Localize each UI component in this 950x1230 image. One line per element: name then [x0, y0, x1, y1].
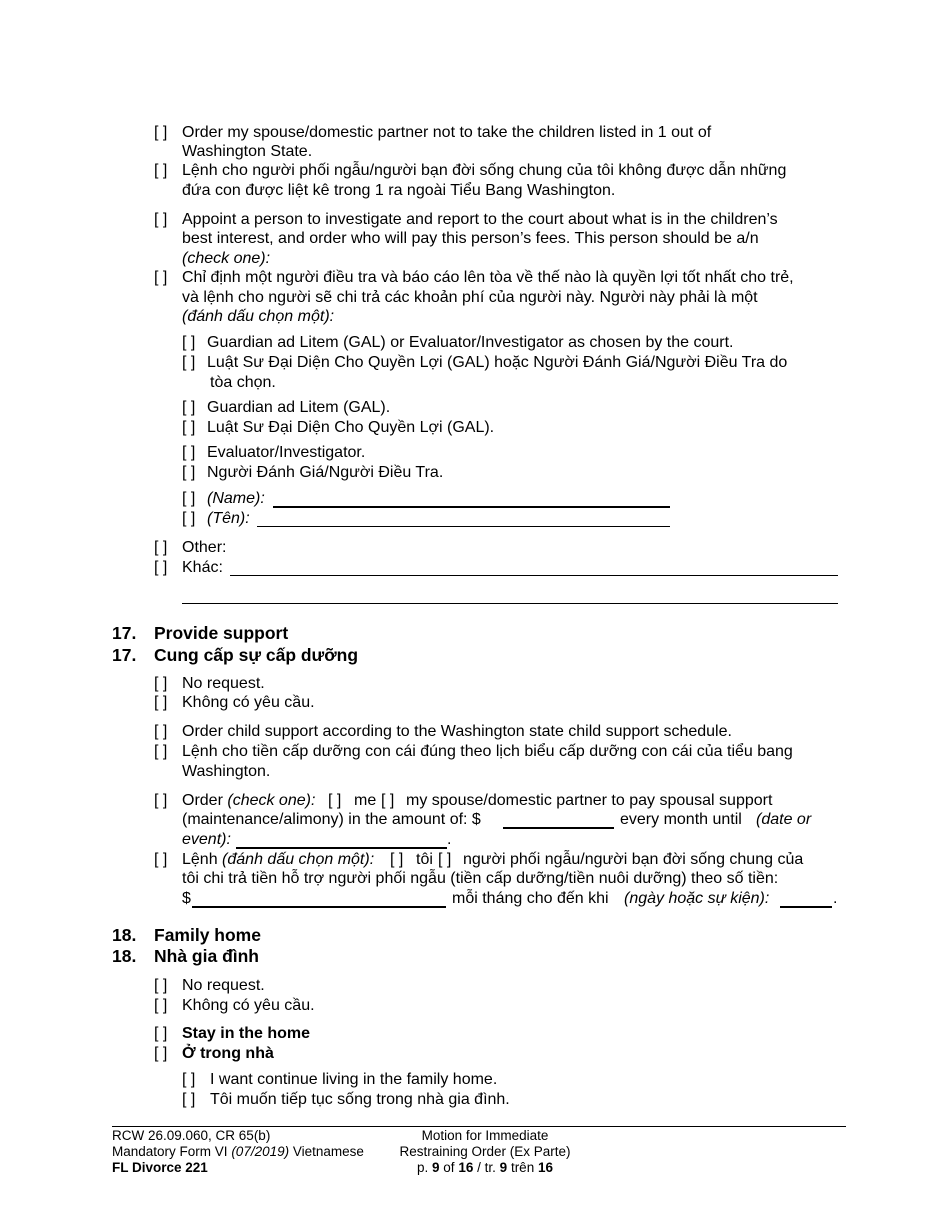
footer-title: Restraining Order (Ex Parte): [399, 1144, 571, 1159]
section-number-vi: 17.: [112, 645, 137, 665]
section-title: Provide support: [154, 623, 289, 643]
child-support-text-vi: Lệnh cho tiền cấp dưỡng con cái đúng theo lịch biểu cấp dưỡng con cái của tiểu bang: [182, 743, 793, 760]
spousal-text: every month until: [620, 811, 742, 828]
other-field-line-2[interactable]: [182, 603, 838, 604]
order-text: Order my spouse/domestic partner not to take the children listed in 1 out of: [182, 124, 712, 141]
option-text-vi: tòa chọn.: [210, 374, 276, 391]
other-label: Other:: [182, 539, 227, 556]
amount-field[interactable]: [503, 827, 614, 829]
checkbox[interactable]: [ ]: [154, 269, 168, 286]
spousal-text-vi: mỗi tháng cho đến khi: [452, 890, 609, 907]
checkbox[interactable]: [ ]: [154, 675, 168, 692]
checkbox[interactable]: [ ]: [182, 490, 196, 507]
footer-form-id: FL Divorce 221: [112, 1160, 208, 1175]
section-number: 18.: [112, 925, 137, 945]
checkbox[interactable]: [ ]: [182, 510, 196, 527]
date-label-vi: (ngày hoặc sự kiện):: [624, 890, 770, 907]
me-label-vi: tôi: [416, 851, 433, 868]
checkbox[interactable]: [ ]: [154, 792, 168, 809]
name-field[interactable]: [273, 506, 670, 508]
child-support-text: Order child support according to the Washington state child support schedule.: [182, 723, 732, 740]
no-request: No request.: [182, 675, 265, 692]
checkbox[interactable]: [ ]: [182, 444, 196, 461]
section-title-vi: Cung cấp sự cấp dưỡng: [154, 645, 359, 665]
section-title: Family home: [154, 925, 261, 945]
appoint-text: best interest, and order who will pay this person’s fees. This person should be a/n: [182, 230, 759, 247]
spousal-text: Order (check one):: [182, 792, 316, 809]
date-label: (date or: [756, 811, 812, 828]
section-title-vi: Nhà gia đình: [154, 946, 259, 966]
check-one-label: (check one):: [182, 250, 271, 267]
option-text-vi: Luật Sư Đại Diện Cho Quyền Lợi (GAL).: [207, 419, 495, 436]
footer-mandatory-form: Mandatory Form VI (07/2019) Vietnamese: [112, 1144, 364, 1159]
date-label: event):: [182, 831, 231, 848]
checkbox[interactable]: [ ]: [182, 1091, 196, 1108]
continue-living-text: I want continue living in the family home.: [210, 1071, 498, 1088]
date-field[interactable]: [236, 847, 447, 849]
name-label: (Name):: [207, 490, 265, 507]
checkbox[interactable]: [ ]: [182, 354, 196, 371]
checkbox[interactable]: [ ]: [182, 399, 196, 416]
appoint-text-vi: và lệnh cho người sẽ chi trả các khoản phí của người này. Người này phải là một: [182, 289, 758, 306]
option-text-vi: Luật Sư Đại Diện Cho Quyền Lợi (GAL) hoặc Người Đánh Giá/Người Điều Tra do: [207, 354, 788, 371]
checkbox[interactable]: [ ]: [154, 1045, 168, 1062]
order-text-vi: Lệnh cho người phối ngẫu/người bạn đời sống chung của tôi không được dẫn những: [182, 162, 787, 179]
me-label: me: [354, 792, 377, 809]
option-text: Guardian ad Litem (GAL) or Evaluator/Investigator as chosen by the court.: [207, 334, 734, 351]
stay-in-home-label: Stay in the home: [182, 1025, 311, 1042]
checkbox-me-vi[interactable]: [ ]: [390, 851, 404, 868]
continue-living-text-vi: Tôi muốn tiếp tục sống trong nhà gia đình.: [210, 1091, 510, 1108]
spouse-label-vi: người phối ngẫu/người bạn đời sống chung của: [463, 851, 804, 868]
appoint-text-vi: Chỉ định một người điều tra và báo cáo lên tòa về thế nào là quyền lợi tốt nhất cho trẻ,: [182, 269, 794, 286]
amount-field-vi[interactable]: [192, 906, 446, 908]
section-number: 17.: [112, 623, 137, 643]
footer-rcw: RCW 26.09.060, CR 65(b): [112, 1128, 271, 1143]
footer-divider: [112, 1126, 846, 1127]
checkbox[interactable]: [ ]: [154, 851, 168, 868]
checkbox[interactable]: [ ]: [182, 464, 196, 481]
checkbox[interactable]: [ ]: [154, 211, 168, 228]
checkbox-spouse[interactable]: [ ]: [381, 792, 395, 809]
checkbox[interactable]: [ ]: [154, 977, 168, 994]
other-label-vi: Khác:: [182, 559, 223, 576]
checkbox[interactable]: [ ]: [154, 723, 168, 740]
period: .: [447, 831, 452, 848]
checkbox-me[interactable]: [ ]: [328, 792, 342, 809]
no-request-vi: Không có yêu cầu.: [182, 997, 315, 1014]
check-one-label-vi: (đánh dấu chọn một):: [182, 308, 335, 325]
other-field[interactable]: [230, 575, 838, 576]
dollar-sign: $: [182, 890, 191, 907]
checkbox[interactable]: [ ]: [154, 1025, 168, 1042]
footer-page-number: p. 9 of 16 / tr. 9 trên 16: [416, 1160, 553, 1175]
order-text-vi: đứa con được liệt kê trong 1 ra ngoài Tiểu Bang Washington.: [182, 182, 616, 199]
order-text: Washington State.: [182, 143, 313, 160]
footer-title: Motion for Immediate: [421, 1128, 549, 1143]
checkbox[interactable]: [ ]: [154, 743, 168, 760]
appoint-text: Appoint a person to investigate and report to the court about what is in the children’s: [182, 211, 778, 228]
checkbox[interactable]: [ ]: [182, 1071, 196, 1088]
checkbox[interactable]: [ ]: [154, 539, 168, 556]
spousal-text: (maintenance/alimony) in the amount of: $: [182, 811, 481, 828]
no-request: No request.: [182, 977, 265, 994]
period: .: [833, 890, 838, 907]
date-field-vi[interactable]: [780, 906, 832, 908]
child-support-text-vi: Washington.: [182, 763, 271, 780]
spousal-text-vi: Lệnh (đánh dấu chọn một):: [182, 851, 375, 868]
checkbox[interactable]: [ ]: [182, 419, 196, 436]
option-text: Guardian ad Litem (GAL).: [207, 399, 391, 416]
checkbox[interactable]: [ ]: [154, 124, 168, 141]
checkbox[interactable]: [ ]: [154, 694, 168, 711]
no-request-vi: Không có yêu cầu.: [182, 694, 315, 711]
checkbox[interactable]: [ ]: [182, 334, 196, 351]
stay-in-home-label-vi: Ở trong nhà: [182, 1045, 274, 1062]
checkbox[interactable]: [ ]: [154, 162, 168, 179]
option-text-vi: Người Đánh Giá/Người Điều Tra.: [207, 464, 444, 481]
spousal-text-vi: tôi chi trả tiền hỗ trợ người phối ngẫu (tiền cấp dưỡng/tiền nuôi dưỡng) theo số tiền:: [182, 870, 779, 887]
section-number-vi: 18.: [112, 946, 137, 966]
checkbox[interactable]: [ ]: [154, 997, 168, 1014]
checkbox[interactable]: [ ]: [154, 559, 168, 576]
name-label-vi: (Tên):: [207, 510, 250, 527]
checkbox-spouse-vi[interactable]: [ ]: [438, 851, 452, 868]
spouse-label: my spouse/domestic partner to pay spousal support: [406, 792, 773, 809]
name-field-vi[interactable]: [257, 526, 670, 527]
option-text: Evaluator/Investigator.: [207, 444, 366, 461]
